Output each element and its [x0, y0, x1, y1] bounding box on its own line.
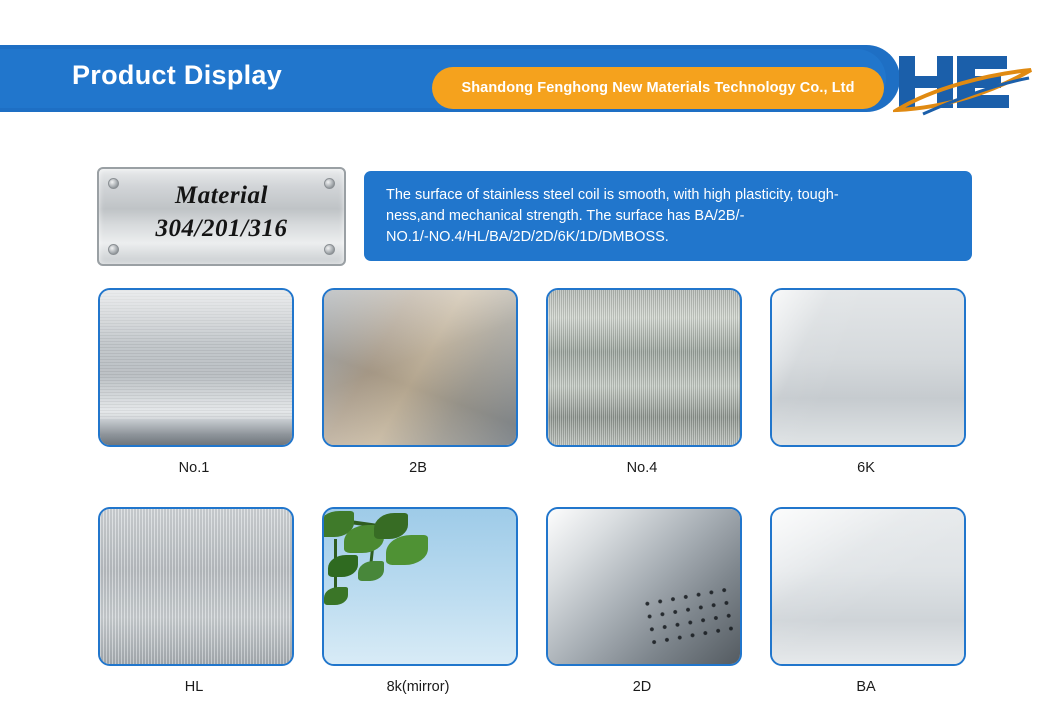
- material-grades: 304/201/316: [155, 215, 288, 242]
- screw-icon: [108, 244, 119, 255]
- sample-caption: HL: [184, 679, 204, 695]
- sample-cell: [546, 507, 738, 695]
- page-title: Product Display: [72, 60, 283, 90]
- sample-cell: [98, 288, 290, 476]
- screw-icon: [324, 244, 335, 255]
- company-name-badge: [432, 67, 884, 109]
- sample-image-no1: [98, 288, 294, 447]
- sample-image-hl: [98, 507, 294, 666]
- sample-image-2d: [546, 507, 742, 666]
- sample-caption: 2D: [632, 679, 652, 695]
- description-box: [364, 171, 972, 261]
- sample-caption: No.1: [178, 460, 210, 476]
- sample-image-2b: [322, 288, 518, 447]
- sample-image-ba: [770, 507, 966, 666]
- sample-cell: [98, 507, 290, 695]
- fenghong-logo: [893, 48, 1033, 120]
- company-name-label: Shandong Fenghong New Materials Technology Co., Ltd: [461, 80, 855, 96]
- sample-caption: No.4: [626, 460, 658, 476]
- sample-cell: [770, 288, 962, 476]
- material-label: Material: [175, 182, 268, 209]
- sample-cell: [322, 288, 514, 476]
- sample-image-8k-mirror: [322, 507, 518, 666]
- sample-cell: [546, 288, 738, 476]
- material-plate: [97, 167, 346, 266]
- description-line-3: NO.1/-NO.4/HL/BA/2D/2D/6K/1D/DMBOSS.: [386, 229, 669, 245]
- sample-image-6k: [770, 288, 966, 447]
- sample-caption: 8k(mirror): [386, 679, 450, 695]
- sample-caption: 6K: [857, 460, 875, 476]
- material-plate-text: [99, 182, 344, 243]
- description-line-2: ness,and mechanical strength. The surface has BA/2B/-: [386, 208, 745, 224]
- description-line-1: The surface of stainless steel coil is smooth, with high plasticity, tough-: [386, 187, 839, 203]
- sample-image-no4: [546, 288, 742, 447]
- sample-cell: [770, 507, 962, 695]
- sample-caption: BA: [856, 679, 876, 695]
- sample-cell: [322, 507, 514, 695]
- sample-caption: 2B: [409, 460, 427, 476]
